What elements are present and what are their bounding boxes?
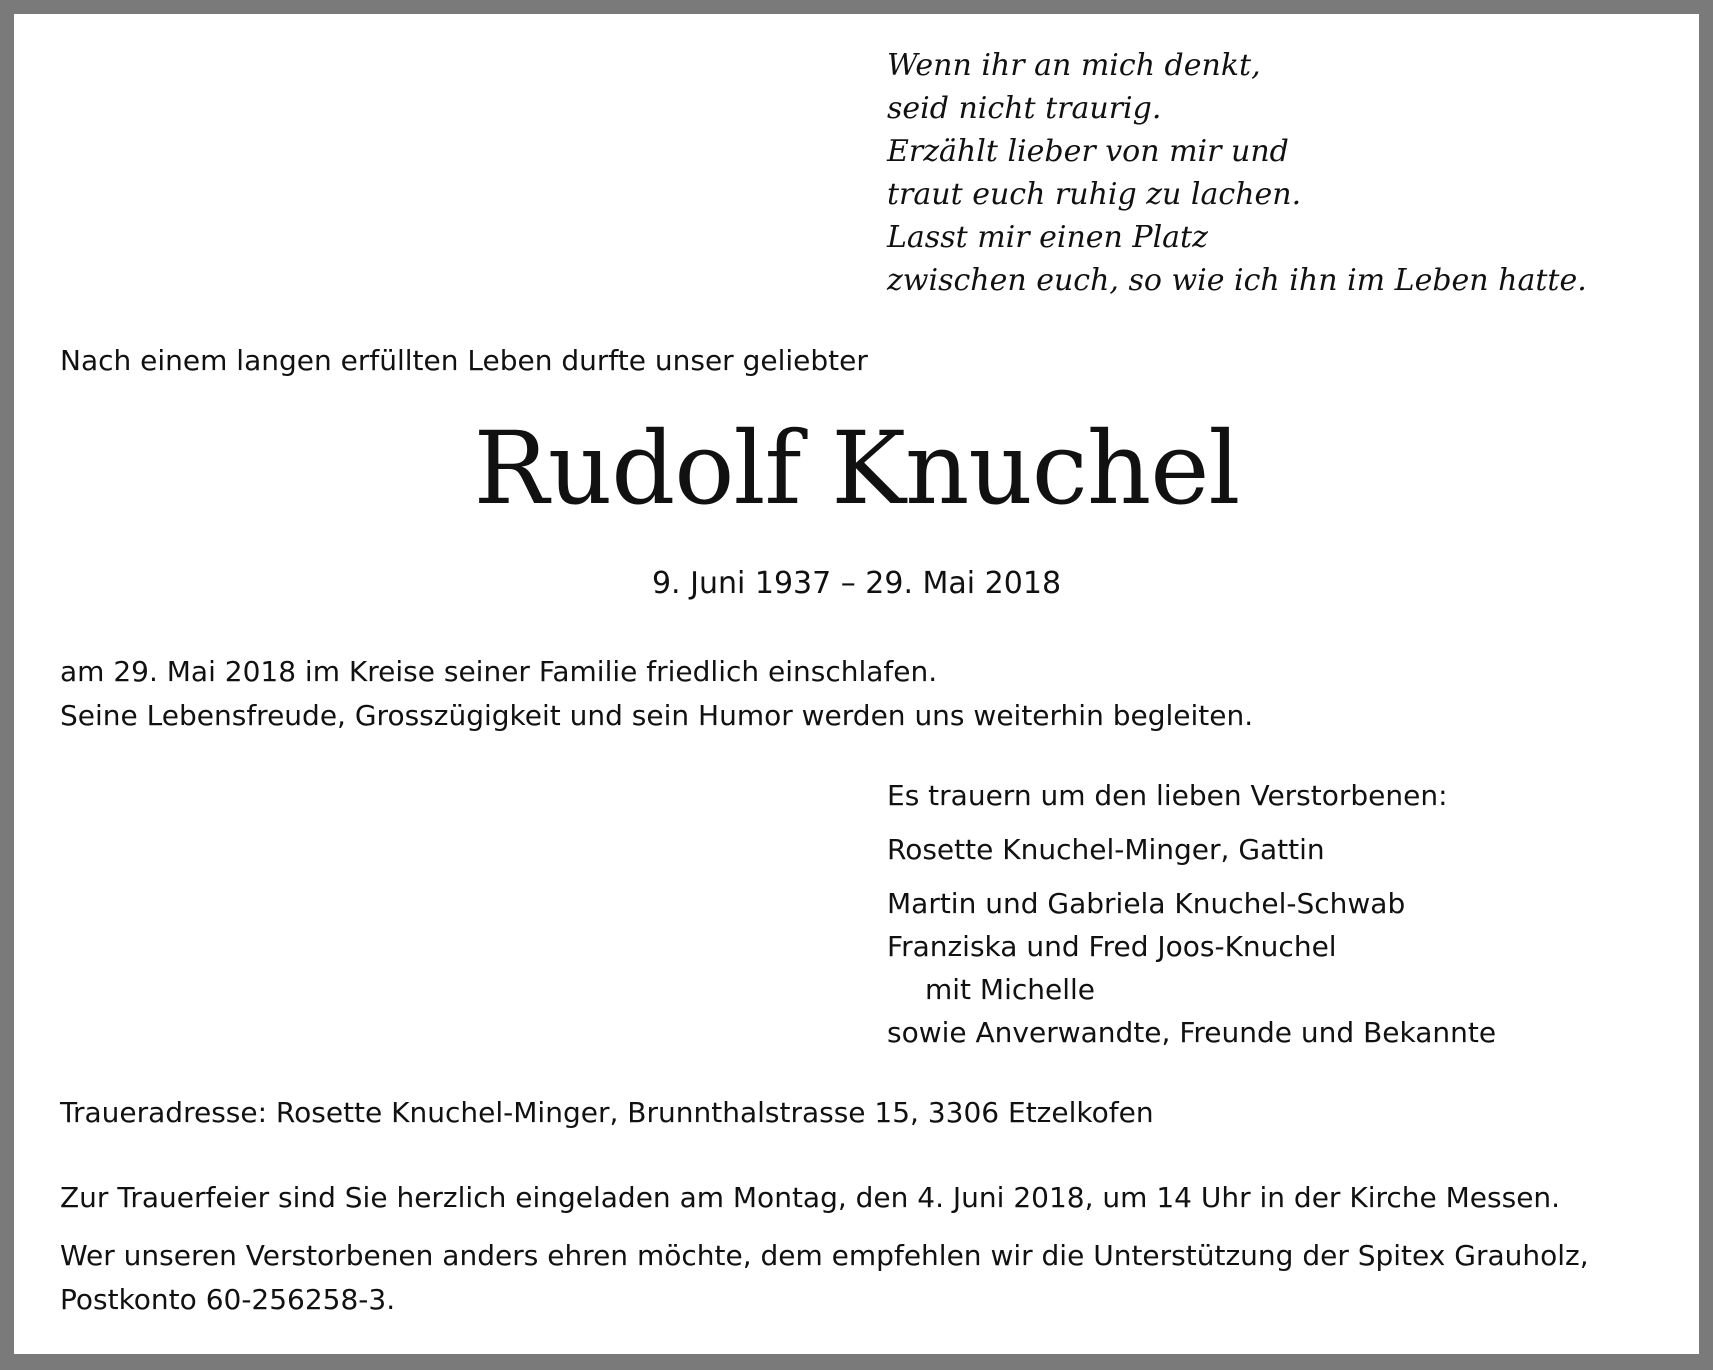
poem-line: Lasst mir einen Platz	[887, 220, 1208, 255]
mourner-entry: Franziska und Fred Joos-Knuchel	[887, 930, 1337, 963]
obituary-page	[14, 14, 1699, 1354]
body-text	[60, 650, 1253, 738]
poem-line: traut euch ruhig zu lachen.	[887, 177, 1302, 212]
mourner-entry: sowie Anverwandte, Freunde und Bekannte	[887, 1016, 1497, 1049]
donation-info	[60, 1234, 1589, 1322]
poem-line: Wenn ihr an mich denkt,	[887, 48, 1261, 83]
poem-line: zwischen euch, so wie ich ihn im Leben hatte.	[887, 263, 1587, 298]
intro-text: Nach einem langen erfüllten Leben durfte unser geliebter	[60, 344, 868, 377]
mourner-entry: mit Michelle	[925, 973, 1096, 1006]
mourning-address: Traueradresse: Rosette Knuchel-Minger, Brunnthalstrasse 15, 3306 Etzelkofen	[60, 1096, 1154, 1129]
deceased-name: Rudolf Knuchel	[473, 410, 1240, 527]
donation-line: Postkonto 60-256258-3.	[60, 1283, 396, 1316]
life-dates: 9. Juni 1937 – 29. Mai 2018	[651, 566, 1062, 601]
body-line: Seine Lebensfreude, Grosszügigkeit und sein Humor werden uns weiterhin begleiten.	[60, 699, 1254, 732]
mourner-entry: Martin und Gabriela Knuchel-Schwab	[887, 887, 1406, 920]
mourners-list	[887, 774, 1496, 1054]
body-line: am 29. Mai 2018 im Kreise seiner Familie friedlich einschlafen.	[60, 655, 938, 688]
poem-line: Erzählt lieber von mir und	[887, 134, 1289, 169]
donation-line: Wer unseren Verstorbenen anders ehren möchte, dem empfehlen wir die Unterstützung der Spitex Grauholz,	[60, 1239, 1589, 1272]
mourners-heading: Es trauern um den lieben Verstorbenen:	[887, 779, 1448, 812]
ceremony-info: Zur Trauerfeier sind Sie herzlich eingeladen am Montag, den 4. Juni 2018, um 14 Uhr in der Kirche Messen.	[60, 1181, 1561, 1214]
mourner-spouse: Rosette Knuchel-Minger, Gattin	[887, 833, 1325, 866]
poem-line: seid nicht traurig.	[887, 91, 1162, 126]
poem	[887, 44, 1587, 302]
